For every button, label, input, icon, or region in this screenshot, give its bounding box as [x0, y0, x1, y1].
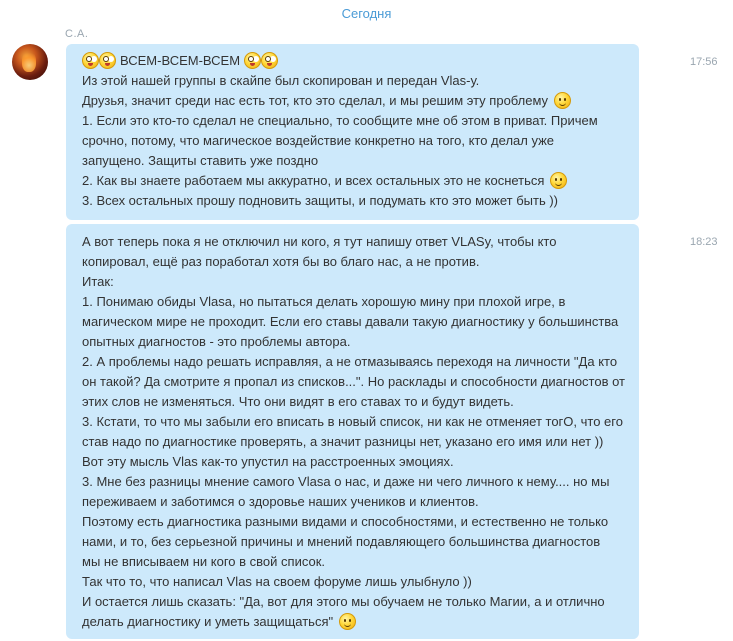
message-line: нами, и то, без серьезной причины и мнений подавляющего большинства диагностов: [82, 534, 601, 549]
message-line: магическом мире не проходит. Если его ставы давали такую диагностику у большинства: [82, 314, 619, 329]
date-separator: Сегодня: [341, 6, 392, 21]
message-bubble-1[interactable]: [66, 44, 639, 220]
message-line: Поэтому есть диагностика разными видами и способностями, и естественно не только: [82, 514, 609, 529]
message-line: 3. Кстати, то что мы забыли его вписать в новый список, ни как не отменяет тогО, что его: [82, 414, 623, 429]
message-line: А вот теперь пока я не отключил ни кого, я тут напишу ответ VLASy, чтобы кто: [82, 234, 557, 249]
message-bubble-2[interactable]: [66, 224, 639, 639]
sender-name[interactable]: С.А.: [65, 28, 89, 40]
message-heading: [82, 51, 625, 71]
message-text: 2. Как вы знаете работаем мы аккуратно, и всех остальных это не коснеться: [82, 173, 545, 188]
message-line: запущено. Защиты ставить уже поздно: [82, 153, 319, 168]
message-line: переживаем и заботимся о здоровье наших учеников и клиентов.: [82, 494, 479, 509]
message-text: Друзья, значит среди нас есть тот, кто это сделал, и мы решим эту проблему: [82, 93, 549, 108]
message-line: 1. Понимаю обиды Vlasa, но пытаться делать хорошую мину при плохой игре, в: [82, 294, 566, 309]
smile-icon: [554, 92, 571, 109]
shocked-face-icon: [82, 51, 116, 71]
message-line: [82, 612, 625, 632]
message-line: Из этой нашей группы в скайпе был скопирован и передан Vlas-у.: [82, 73, 480, 88]
avatar[interactable]: [12, 44, 48, 80]
message-line: Так что то, что написал Vlas на своем форуме лишь улыбнуло )): [82, 574, 472, 589]
message-time: 18:23: [690, 236, 718, 248]
message-line: 3. Мне без разницы мнение самого Vlasa о нас, и даже ни чего личного к нему.... но мы: [82, 474, 610, 489]
message-line: этих слов не изменяться. Что они видят в его ставах то и будут видеть.: [82, 394, 514, 409]
message-time: 17:56: [690, 56, 718, 68]
message-text: делать диагностику и уметь защищаться": [82, 614, 334, 629]
message-line: он такой? Да смотрите я пропал из списков...". Но расклады и способности диагностов от: [82, 374, 626, 389]
message-line: Итак:: [82, 274, 114, 289]
shocked-face-icon: [244, 51, 278, 71]
smile-icon: [339, 613, 356, 630]
message-line: Вот эту мысль Vlas как-то упустил на расстроенных эмоциях.: [82, 454, 454, 469]
message-line: 1. Если это кто-то сделал не специально, то сообщите мне об этом в приват. Причем: [82, 113, 598, 128]
message-line: став надо по диагностике проверять, а значит разницы нет, указано его имя или нет )): [82, 434, 604, 449]
heading-text: ВСЕМ-ВСЕМ-ВСЕМ: [120, 53, 241, 68]
message-line: 2. А проблемы надо решать исправляя, а не отмазываясь переходя на личности "Да кто: [82, 354, 618, 369]
message-line: копировал, ещё раз поработал хотя бы во благо нас, а не против.: [82, 254, 480, 269]
fire-icon: [22, 50, 36, 72]
message-line: опытных диагностов - это проблемы автора.: [82, 334, 351, 349]
message-line: мы не вписываем ни кого в свой список.: [82, 554, 326, 569]
message-line: [82, 171, 625, 191]
message-line: срочно, потому, что магическое воздействие конкретно на того, кто делал уже: [82, 133, 555, 148]
message-line: И остается лишь сказать: "Да, вот для этого мы обучаем не только Магии, а и отлично: [82, 594, 605, 609]
message-line: 3. Всех остальных прошу подновить защиты, и подумать кто это может быть )): [82, 193, 559, 208]
wink-icon: [550, 172, 567, 189]
message-line: [82, 91, 625, 111]
